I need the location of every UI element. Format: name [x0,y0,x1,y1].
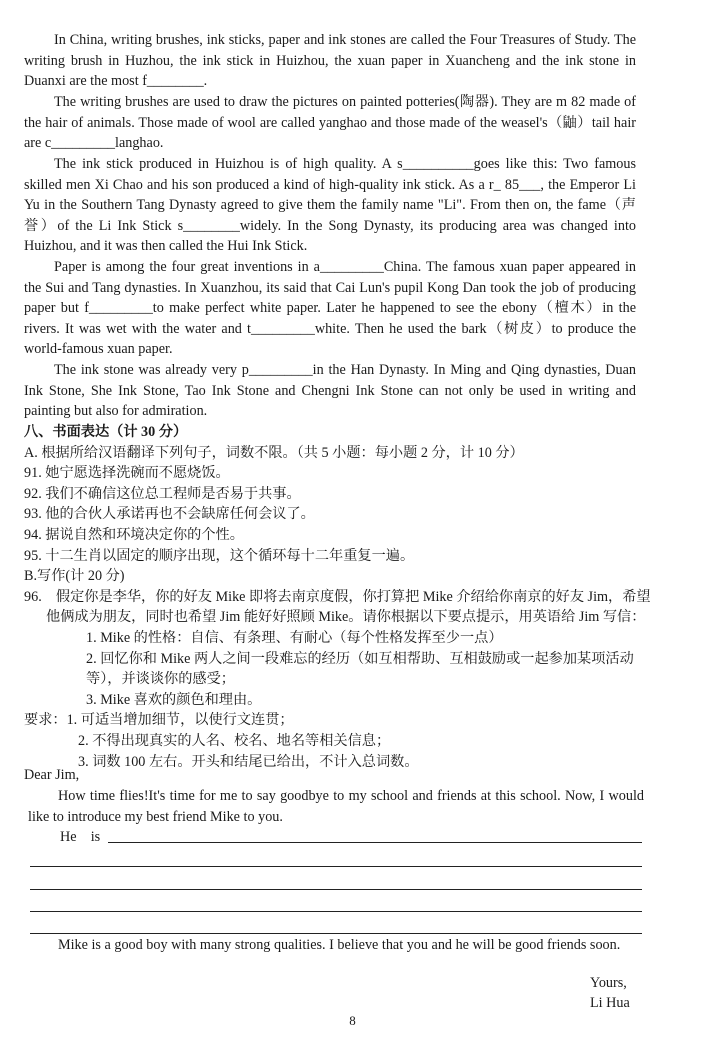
translation-item: 91. 她宁愿选择洗碗而不愿烧饭。 [24,465,230,482]
section-heading: 八、书面表达（计 30 分） [24,424,188,440]
passage-paragraph-4: Paper is among the four great inventions in a_________China. The famous xuan paper appeared in the Sui and Tang dynasties. In Xuanzhou, its said that Cai Lun's pupil Kong Dan took the job of producing paper but f_________to make perfect white paper. Later he happened to see the ebony（檀木）in the rivers. It was wet with the water and t_________white. Then he used the bark（树皮）to produce the world-famous xuan paper. [24,259,636,358]
prompt-point: 2. 回忆你和 Mike 两人之间一段难忘的经历（如互相帮助、互相鼓励或一起参加某项活动等），并谈谈你的感受； [86,650,634,688]
answer-line[interactable] [30,889,642,890]
requirement: 要求：1. 可适当增加细节，以使行文连贯； [24,712,294,729]
letter-signoff: Yours, [590,975,627,991]
translation-item: 95. 十二生肖以固定的顺序出现，这个循环每十二年重复一遍。 [24,547,415,564]
part-a-instructions: A. 根据所给汉语翻译下列句子，词数不限。（共 5 小题：每小题 2 分，计 10 分） [24,444,524,461]
answer-line[interactable] [30,933,642,934]
requirement: 3. 词数 100 左右。开头和结尾已给出，不计入总词数。 [78,753,419,770]
passage-paragraph-2: The writing brushes are used to draw the pictures on painted potteries(陶器). They are m 82 made of the hair of animals. Those made of wool are called yanghao and those made of the weasel's（鼬）tail hair are c_________langhao. [24,94,636,152]
page-number: 8 [349,1013,356,1028]
prompt-point: 3. Mike 喜欢的颜色和理由。 [86,691,262,708]
letter-starter: He is [60,829,101,845]
translation-item: 94. 据说自然和环境决定你的个性。 [24,526,244,543]
passage-paragraph-1: In China, writing brushes, ink sticks, paper and ink stones are called the Four Treasures of Study. The writing brush in Huzhou, the ink stick in Huizhou, the xuan paper in Xuancheng and the ink stone in Duanxi are the most f________. [24,32,636,90]
translation-item: 92. 我们不确信这位总工程师是否易于共事。 [24,485,301,502]
passage-paragraph-3: The ink stick produced in Huizhou is of high quality. A s__________goes like this: Two famous skilled men Xi Chao and his son produced a kind of high-quality ink stick. As a r_ 85___, the Emperor Li Yu in the Southern Tang Dynasty agreed to give them the family name "Li". From then on, the fame（声誉）of the Li Ink Stick s________widely. In the Song Dynasty, its producing area was changed into Huizhou, and it was then called the Hui Ink Stick. [24,156,636,255]
part-b-heading: B.写作(计 20 分) [24,568,125,585]
writing-section [24,422,664,772]
letter-ending: Mike is a good boy with many strong qualities. I believe that you and he will be good friends soon. [58,937,621,953]
letter-greeting: Dear Jim, [24,767,80,783]
answer-line[interactable] [30,911,642,912]
prompt-point: 1. Mike 的性格：自信、有条理、有耐心（每个性格发挥至少一点） [86,629,503,646]
answer-line[interactable] [108,842,642,843]
letter-signature: Li Hua [590,995,630,1011]
letter-opening: How time flies!It's time for me to say goodbye to my school and friends at this school. Now, I would like to introduce my best friend Mike to you. [28,788,644,825]
passage-paragraph-5: The ink stone was already very p_________in the Han Dynasty. In Ming and Qing dynasties, Duan Ink Stone, She Ink Stone, Tao Ink Stone and Chengni Ink Stone can not only be used in writing and painting but also for admiration. [24,362,636,420]
requirement: 2. 不得出现真实的人名、校名、地名等相关信息； [78,732,391,749]
question-96-prompt: 96. 假定你是李华，你的好友 Mike 即将去南京度假，你打算把 Mike 介绍给你南京的好友 Jim，希望他俩成为朋友，同时也希望 Jim 能好好照顾 Mike。请你根据以下要点提示，用英语给 Jim 写信： [24,588,651,626]
translation-item: 93. 他的合伙人承诺再也不会缺席任何会议了。 [24,506,315,523]
answer-line[interactable] [30,866,642,867]
